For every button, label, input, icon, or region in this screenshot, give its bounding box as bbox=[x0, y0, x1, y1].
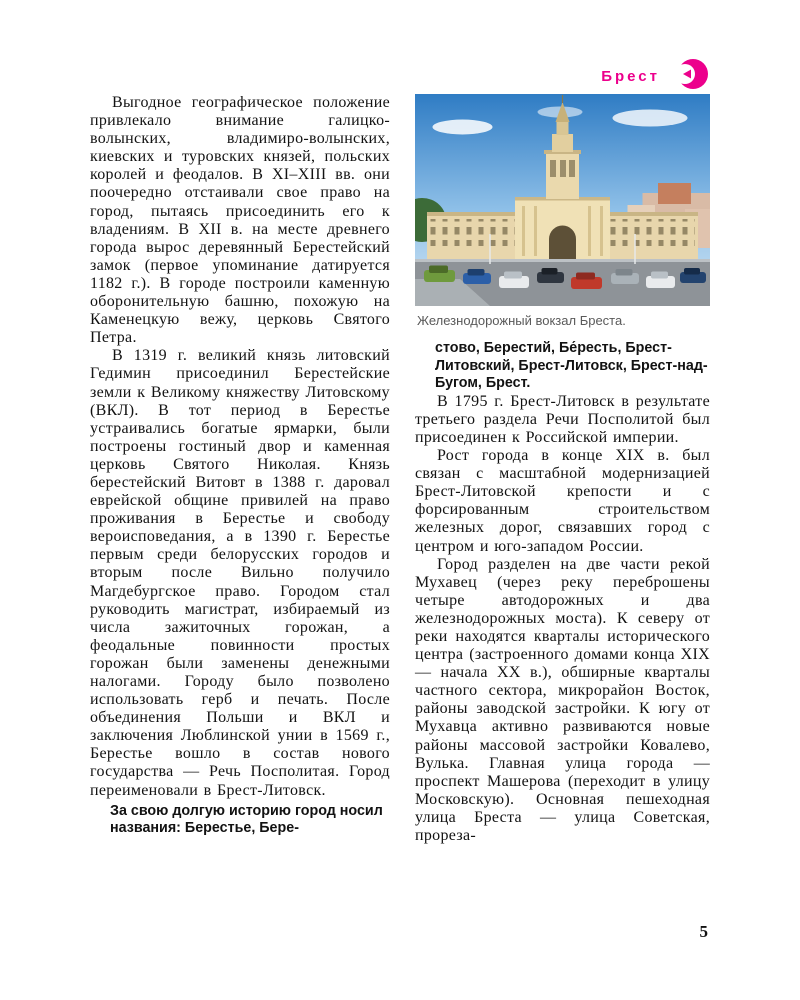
section-title: Брест bbox=[601, 67, 660, 85]
tower-window bbox=[569, 160, 575, 177]
page-number: 5 bbox=[699, 922, 708, 941]
tower-window bbox=[550, 160, 556, 177]
cloud bbox=[433, 120, 493, 135]
paragraph: Город разделен на две части рекой Мухавец (через реку переброшены четыре автодорожных и два железнодорожных моста). К северу от реки находятся кварталы исторического центра (застроенного домами конца XIX — начала XX в.), обширные кварталы частного сектора, микрорайон Восток, районы заводской застройки. К югу от Мухавца активно развиваются новые районы массовой застройки Ковалево, Вулька. Главная улица города — проспект Машерова (переходит в улицу Московскую). Основная пешеходная улица Бреста — улица Советская, прореза- bbox=[415, 555, 710, 845]
tower-tier bbox=[552, 134, 573, 152]
city-building-roof bbox=[658, 183, 691, 204]
column bbox=[600, 206, 603, 256]
curb bbox=[415, 259, 710, 262]
photo-caption: Железнодорожный вокзал Бреста. bbox=[417, 313, 626, 328]
entrance-arch bbox=[549, 226, 576, 261]
column bbox=[588, 206, 591, 256]
tower-window bbox=[560, 160, 566, 177]
right-column bbox=[415, 94, 710, 845]
column bbox=[534, 206, 537, 256]
column bbox=[522, 206, 525, 256]
historic-names-note-start: За свою долгую историю город носил названия: Берестье, Бере- bbox=[110, 802, 383, 837]
paragraph: Рост города в конце XIX в. был связан с масштабной модернизацией Брест-Литовской крепости и с форсированным строительством железных дорог, связавших город с центром и юго-западом России. bbox=[415, 447, 710, 555]
station-photo-figure bbox=[415, 94, 710, 328]
paragraph: В 1319 г. великий князь литовский Гедимин присоединил Берестейские земли к Великому княжеству Литовскому (ВКЛ). В тот период в Берестье устраивались богатые ярмарки, были построены гостиный двор и каменная церковь Святого Николая. Князь берестейский Витовт в 1388 г. даровал еврейской общине привилей на право проживания в Берестье и свободу вероисповедания, а в 1390 г. Берестье первым среди белорусских городов и вторым после Вильно получило Магдебургское право. Городом стал руководить магистрат, избираемый из числа зажиточных горожан, а феодальные повинности простых горожан были заменены денежными налогами. Городу было позволено использовать герб и печать. После объединения Польши и ВКЛ и заключения Люблинской унии в 1569 г., Берестье вошло в состав нового государства — Речь Посполитая. Город переименовали в Брест-Литовск. bbox=[90, 347, 390, 799]
cloud bbox=[613, 110, 688, 127]
paragraph: Выгодное географическое положение привлекало внимание галицко-волынских, владимиро-волынских, киевских и туровских князей, польских королей и феодалов. В XI–XIII вв. они поочередно отстаивали свое право на город, пытаясь присоединить его к владениям. В XII в. на месте древнего города вырос деревянный Берестейский замок (первое упоминание датируется 1182 г.). В городе построили каменную оборонительную башню, похожую на Каменецкую вежу, церковь Святого Петра. bbox=[90, 94, 390, 347]
paragraph: В 1795 г. Брест-Литовск в результате третьего раздела Речи Посполитой был присоединен к Российской империи. bbox=[415, 392, 710, 446]
series-logo-icon bbox=[674, 57, 710, 91]
two-column-layout bbox=[90, 94, 710, 845]
station-photo bbox=[415, 94, 710, 306]
left-column bbox=[90, 94, 390, 845]
historic-names-note-end: стово, Берестий, Бе́ресть, Брест-Литовский, Брест-Литовск, Брест-над-Бугом, Брест. bbox=[435, 340, 708, 392]
tower-tier-top bbox=[557, 121, 569, 135]
page-header bbox=[90, 56, 710, 92]
